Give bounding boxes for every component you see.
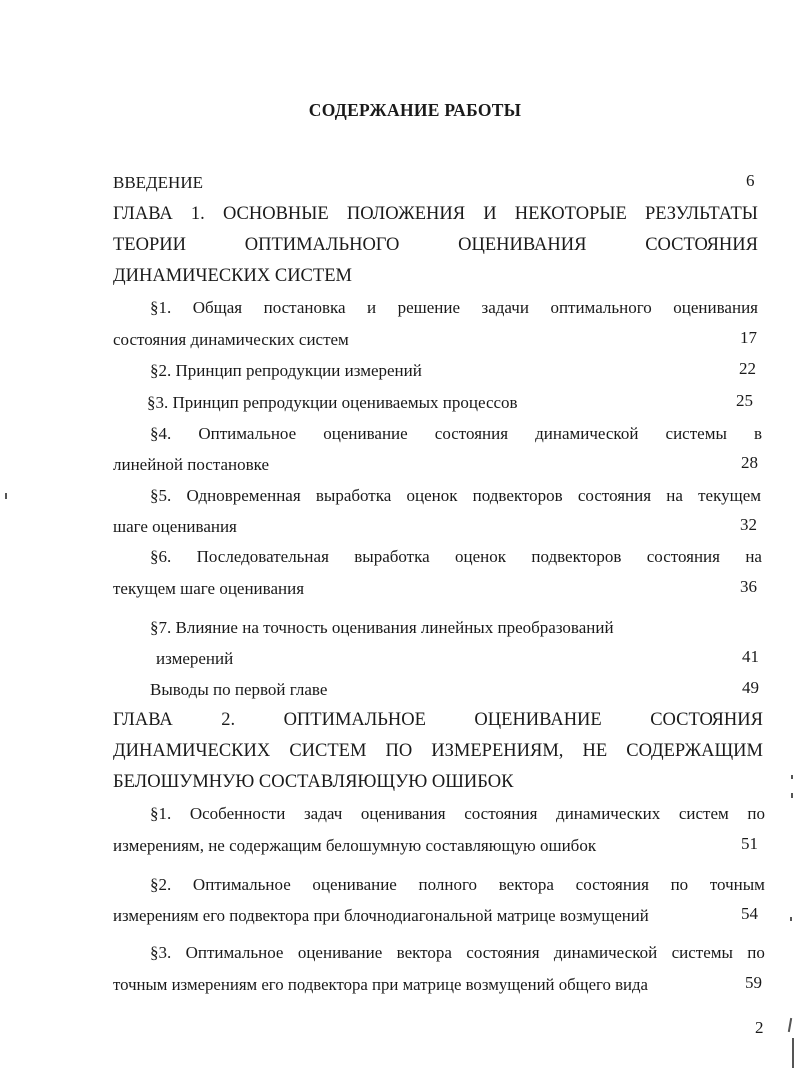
toc-ch1-s1-page: 17 (740, 328, 757, 347)
toc-ch1-s3-page: 25 (736, 391, 753, 410)
chapter-2-heading-line-3[interactable]: БЕЛОШУМНУЮ СОСТАВЛЯЮЩУЮ ОШИБОК (113, 772, 514, 792)
chapter-1-heading-line-3[interactable]: ДИНАМИЧЕСКИХ СИСТЕМ (113, 266, 352, 286)
toc-ch2-s2-page: 54 (741, 904, 758, 923)
toc-ch1-conclusions[interactable]: Выводы по первой главе (150, 680, 328, 699)
scan-speck (788, 1018, 792, 1032)
toc-ch2-s1-line-2[interactable]: измерениям, не содержащим белошумную составляющую ошибок (113, 836, 597, 855)
toc-ch1-s3[interactable]: §3. Принцип репродукции оцениваемых процессов (147, 393, 518, 412)
toc-ch1-s5-line-2[interactable]: шаге оценивания (113, 517, 237, 536)
scan-speck (791, 775, 793, 779)
chapter-2-heading-line-2[interactable]: ДИНАМИЧЕСКИХ СИСТЕМ ПО ИЗМЕРЕНИЯМ, НЕ СОДЕРЖАЩИМ (113, 741, 763, 761)
toc-ch1-s2[interactable]: §2. Принцип репродукции измерений (150, 361, 422, 380)
toc-ch1-s5-page: 32 (740, 515, 757, 534)
toc-ch1-s1-line-1[interactable]: §1. Общая постановка и решение задачи оптимального оценивания (150, 298, 758, 317)
toc-ch1-s4-page: 28 (741, 453, 758, 472)
toc-ch1-s6-page: 36 (740, 577, 757, 596)
toc-ch2-s3-page: 59 (745, 973, 762, 992)
scan-speck (5, 493, 7, 499)
toc-ch1-s7-page: 41 (742, 647, 759, 666)
toc-ch1-s7-line-2[interactable]: измерений (156, 649, 234, 668)
scan-speck (791, 793, 793, 798)
chapter-2-heading-line-1[interactable]: ГЛАВА 2. ОПТИМАЛЬНОЕ ОЦЕНИВАНИЕ СОСТОЯНИЯ (113, 710, 763, 730)
scan-speck (790, 917, 792, 921)
toc-intro-page: 6 (746, 171, 755, 190)
toc-ch2-s1-page: 51 (741, 834, 758, 853)
toc-ch1-s7-line-1[interactable]: §7. Влияние на точность оценивания линейных преобразований (150, 618, 614, 637)
toc-ch1-s1-line-2[interactable]: состояния динамических систем (113, 330, 349, 349)
chapter-1-heading-line-1[interactable]: ГЛАВА 1. ОСНОВНЫЕ ПОЛОЖЕНИЯ И НЕКОТОРЫЕ РЕЗУЛЬТАТЫ (113, 204, 758, 224)
chapter-1-heading-line-2[interactable]: ТЕОРИИ ОПТИМАЛЬНОГО ОЦЕНИВАНИЯ СОСТОЯНИЯ (113, 235, 758, 255)
scan-speck (792, 1038, 794, 1068)
toc-ch1-s4-line-2[interactable]: линейной постановке (113, 455, 270, 474)
toc-ch1-s5-line-1[interactable]: §5. Одновременная выработка оценок подвекторов состояния на текущем (150, 486, 761, 505)
toc-ch2-s1-line-1[interactable]: §1. Особенности задач оценивания состояния динамических систем по (150, 804, 765, 823)
toc-ch2-s2-line-1[interactable]: §2. Оптимальное оценивание полного вектора состояния по точным (150, 875, 765, 894)
page-title: СОДЕРЖАНИЕ РАБОТЫ (308, 100, 522, 120)
toc-ch1-conclusions-page: 49 (742, 678, 759, 697)
toc-ch2-s3-line-1[interactable]: §3. Оптимальное оценивание вектора состояния динамической системы по (150, 943, 765, 962)
toc-ch1-s6-line-1[interactable]: §6. Последовательная выработка оценок подвекторов состояния на (150, 547, 762, 566)
toc-intro-label[interactable]: ВВЕДЕНИЕ (113, 173, 203, 192)
toc-ch1-s4-line-1[interactable]: §4. Оптимальное оценивание состояния динамической системы в (150, 424, 762, 443)
toc-ch2-s2-line-2[interactable]: измерениям его подвектора при блочнодиагональной матрице возмущений (113, 906, 649, 925)
page-number: 2 (755, 1018, 764, 1037)
toc-ch2-s3-line-2[interactable]: точным измерениям его подвектора при матрице возмущений общего вида (113, 975, 648, 994)
toc-ch1-s2-page: 22 (739, 359, 756, 378)
toc-ch1-s6-line-2[interactable]: текущем шаге оценивания (113, 579, 305, 598)
